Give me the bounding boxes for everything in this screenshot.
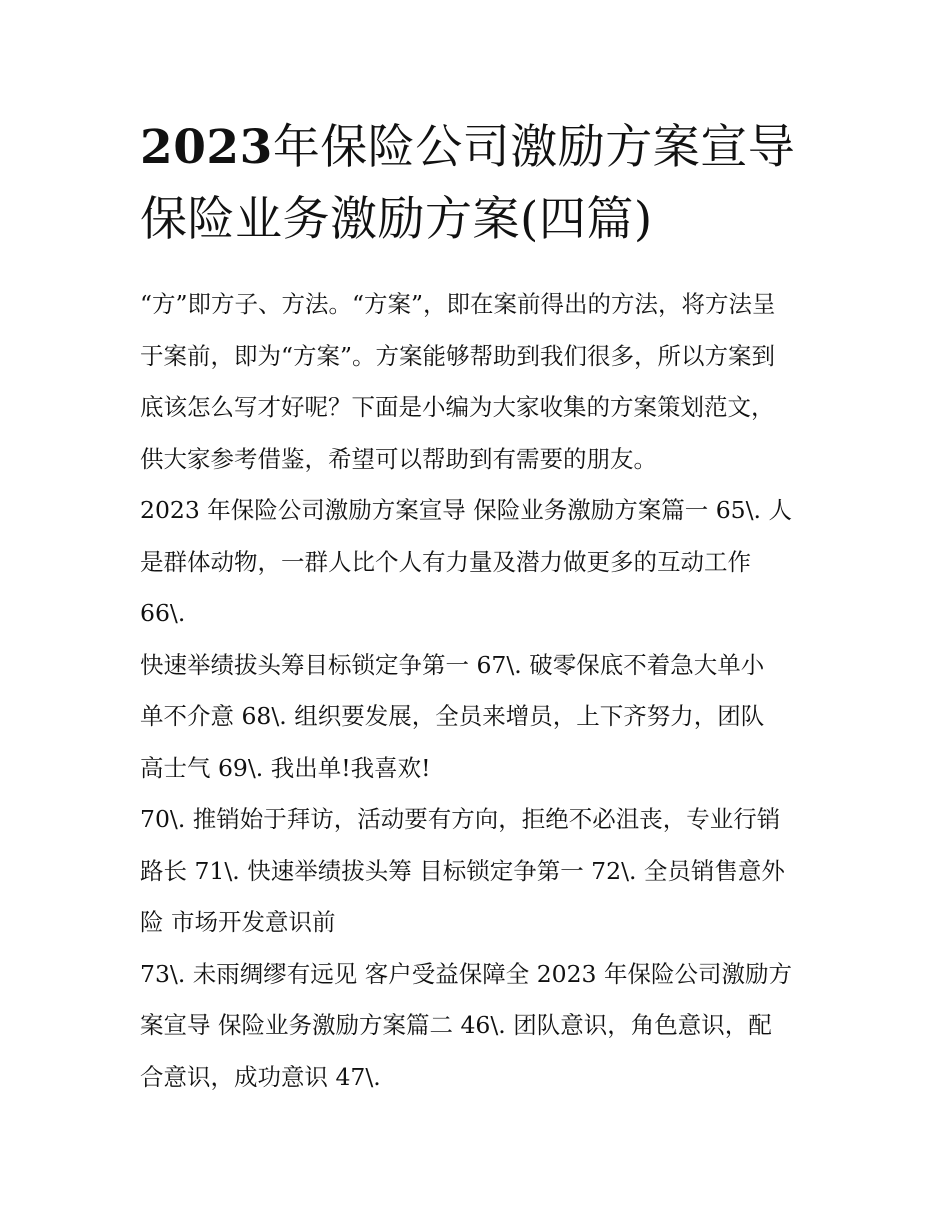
title-line-2: 保险业务激励方案(四篇)	[140, 192, 653, 247]
intro-paragraph	[140, 279, 816, 485]
text-line: 2023 年保险公司激励方案宣导 保险业务激励方案篇一 65\. 人	[140, 496, 792, 524]
document-title	[140, 112, 820, 256]
title-year: 2023	[140, 120, 273, 175]
text-line: 底该怎么写才好呢？下面是小编为大家收集的方案策划范文，	[140, 393, 775, 421]
section-two-paragraph	[140, 949, 816, 1104]
text-line: 73\. 未雨绸缪有远见 客户受益保障全 2023 年保险公司激励方	[140, 959, 792, 988]
slogan-paragraph	[140, 794, 816, 949]
text-line: 于案前，即为“方案”。方案能够帮助到我们很多，所以方案到	[140, 341, 776, 370]
document-body	[140, 279, 816, 1103]
text-line: 供大家参考借鉴，希望可以帮助到有需要的朋友。	[140, 444, 657, 473]
text-line: 快速举绩拔头筹目标锁定争第一 67\. 破零保底不着急大单小	[140, 650, 765, 679]
text-line: 案宣导 保险业务激励方案篇二 46\. 团队意识，角色意识，配	[140, 1011, 772, 1039]
text-line: 是群体动物，一群人比个人有力量及潜力做更多的互动工作	[140, 547, 751, 576]
title-line-1-text: 年保险公司激励方案宣导	[272, 120, 796, 175]
text-line: “方”即方子、方法。“方案”，即在案前得出的方法，将方法呈	[140, 290, 776, 318]
text-line: 险 市场开发意识前	[140, 908, 336, 936]
title-line-1	[140, 112, 820, 184]
text-line: 合意识，成功意识 47\.	[140, 1062, 381, 1091]
text-line: 单不介意 68\. 组织要发展，全员来增员，上下齐努力，团队	[140, 702, 765, 730]
text-line: 70\. 推销始于拜访，活动要有方向，拒绝不必沮丧，专业行销	[140, 805, 781, 833]
slogan-paragraph	[140, 640, 816, 795]
text-line: 66\.	[140, 599, 186, 627]
text-line: 路长 71\. 快速举绩拔头筹 目标锁定争第一 72\. 全员销售意外	[140, 856, 785, 885]
section-one-paragraph	[140, 485, 816, 640]
text-line: 高士气 69\. 我出单!我喜欢!	[140, 753, 431, 782]
